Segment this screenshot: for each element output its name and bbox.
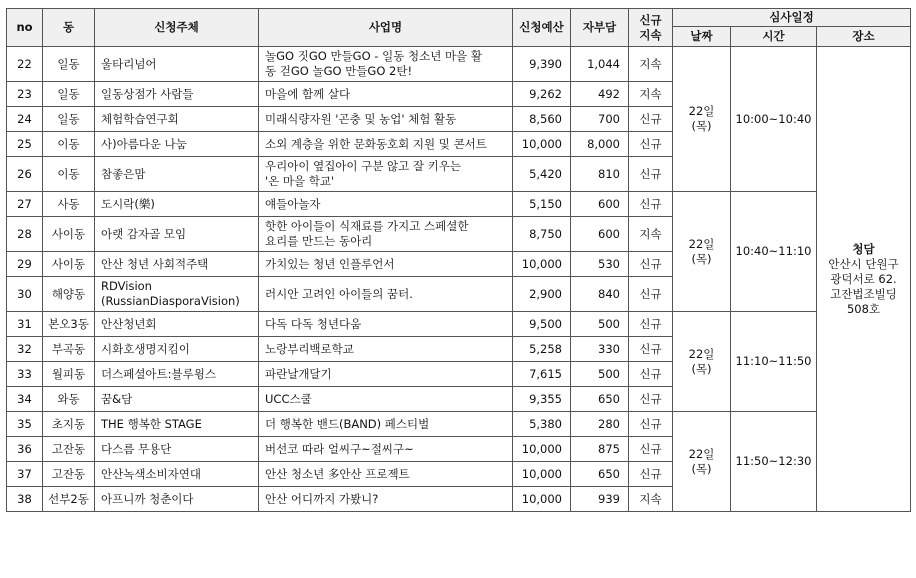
row-status: 신규 [629, 312, 673, 337]
schedule-date [673, 312, 731, 412]
row-dong: 부곡동 [43, 337, 95, 362]
row-applicant: THE 행복한 STAGE [95, 412, 259, 437]
row-project [259, 437, 513, 462]
row-project-line1: 미래식량자원 '곤충 및 농업' 체험 활동 [265, 111, 457, 126]
row-budget: 10,000 [513, 487, 571, 512]
row-budget: 5,380 [513, 412, 571, 437]
row-status: 신규 [629, 157, 673, 192]
row-no: 30 [7, 277, 43, 312]
row-project [259, 252, 513, 277]
schedule-date [673, 192, 731, 312]
row-budget: 9,500 [513, 312, 571, 337]
row-project [259, 192, 513, 217]
row-dong: 이동 [43, 132, 95, 157]
schedule-place-line1: 청담 [852, 241, 875, 256]
row-applicant [95, 277, 259, 312]
row-project-line1: 소외 계층을 위한 문화동호회 지원 및 콘서트 [265, 136, 487, 151]
header-continue-label: 지속 [639, 27, 662, 42]
row-project-line1: 가치있는 청년 인플루언서 [265, 256, 395, 271]
row-project-line1: 마을에 함께 살다 [265, 86, 351, 101]
schedule-time: 10:00~10:40 [731, 47, 817, 192]
schedule-date-day: 22일 [688, 346, 715, 361]
row-dong: 와동 [43, 387, 95, 412]
row-applicant: 안산녹색소비자연대 [95, 462, 259, 487]
review-schedule-table [6, 8, 911, 512]
row-status: 신규 [629, 337, 673, 362]
row-self-pay: 8,000 [571, 132, 629, 157]
row-self-pay: 492 [571, 82, 629, 107]
row-applicant: 안산 청년 사회적주택 [95, 252, 259, 277]
header-place: 장소 [817, 27, 911, 47]
row-dong: 월피동 [43, 362, 95, 387]
row-no: 24 [7, 107, 43, 132]
row-no: 36 [7, 437, 43, 462]
row-dong: 선부2동 [43, 487, 95, 512]
row-no: 32 [7, 337, 43, 362]
row-dong: 고잔동 [43, 437, 95, 462]
row-project-line1: 노랑부리백로학교 [265, 341, 354, 356]
row-project [259, 217, 513, 252]
row-dong: 본오3동 [43, 312, 95, 337]
row-status: 신규 [629, 132, 673, 157]
row-no: 26 [7, 157, 43, 192]
row-status: 신규 [629, 387, 673, 412]
schedule-time: 10:40~11:10 [731, 192, 817, 312]
row-project [259, 157, 513, 192]
row-project [259, 107, 513, 132]
row-dong: 이동 [43, 157, 95, 192]
row-no: 31 [7, 312, 43, 337]
row-applicant: 꿈&담 [95, 387, 259, 412]
row-project [259, 362, 513, 387]
table-row [7, 192, 911, 217]
schedule-place-line5: 508호 [846, 301, 881, 316]
row-project [259, 337, 513, 362]
row-status: 지속 [629, 217, 673, 252]
schedule-time: 11:50~12:30 [731, 412, 817, 512]
row-self-pay: 650 [571, 387, 629, 412]
row-status: 신규 [629, 437, 673, 462]
row-self-pay: 810 [571, 157, 629, 192]
row-applicant: 일동상점가 사람들 [95, 82, 259, 107]
row-project-line1: 핫한 아이들이 식재료를 가지고 스페셜한 [265, 219, 469, 233]
row-budget: 10,000 [513, 437, 571, 462]
row-applicant: 아프니까 청춘이다 [95, 487, 259, 512]
header-dong: 동 [43, 9, 95, 47]
row-no: 29 [7, 252, 43, 277]
row-self-pay: 600 [571, 192, 629, 217]
header-no: no [7, 9, 43, 47]
row-self-pay: 330 [571, 337, 629, 362]
row-budget: 9,390 [513, 47, 571, 82]
row-self-pay: 280 [571, 412, 629, 437]
row-self-pay: 700 [571, 107, 629, 132]
row-applicant: 다스름 무용단 [95, 437, 259, 462]
row-project [259, 47, 513, 82]
row-status: 신규 [629, 107, 673, 132]
row-self-pay: 840 [571, 277, 629, 312]
row-project [259, 312, 513, 337]
row-no: 33 [7, 362, 43, 387]
row-self-pay: 650 [571, 462, 629, 487]
row-project-line1: 파란날개달기 [265, 366, 332, 381]
row-applicant: 울타리넘어 [95, 47, 259, 82]
row-project-line1: 더 행복한 밴드(BAND) 페스티벌 [265, 416, 430, 431]
row-no: 37 [7, 462, 43, 487]
row-no: 27 [7, 192, 43, 217]
row-budget: 5,420 [513, 157, 571, 192]
row-status: 신규 [629, 277, 673, 312]
table-row [7, 412, 911, 437]
header-date: 날짜 [673, 27, 731, 47]
row-applicant: 체험학습연구회 [95, 107, 259, 132]
table-body [7, 47, 911, 512]
row-self-pay: 875 [571, 437, 629, 462]
row-self-pay: 530 [571, 252, 629, 277]
row-dong: 사이동 [43, 252, 95, 277]
row-no: 38 [7, 487, 43, 512]
row-project-line1: 놀GO 짓GO 만들GO - 일동 청소년 마을 활 [265, 49, 482, 63]
row-dong: 사동 [43, 192, 95, 217]
row-status: 신규 [629, 252, 673, 277]
row-status: 지속 [629, 487, 673, 512]
row-dong: 일동 [43, 47, 95, 82]
row-project-line1: 다독 다독 청년다움 [265, 316, 362, 331]
row-status: 지속 [629, 82, 673, 107]
row-project [259, 462, 513, 487]
row-no: 22 [7, 47, 43, 82]
row-project-line1: UCC스쿨 [265, 391, 312, 406]
row-self-pay: 1,044 [571, 47, 629, 82]
row-dong: 고잔동 [43, 462, 95, 487]
table-row [7, 312, 911, 337]
header-time: 시간 [731, 27, 817, 47]
table-row [7, 47, 911, 82]
schedule-time: 11:10~11:50 [731, 312, 817, 412]
row-no: 28 [7, 217, 43, 252]
schedule-date-weekday: (목) [691, 119, 712, 133]
row-budget: 9,355 [513, 387, 571, 412]
row-no: 35 [7, 412, 43, 437]
row-project [259, 132, 513, 157]
row-project [259, 487, 513, 512]
row-project-line2: 동 걷GO 놀GO 만들GO 2탄! [265, 64, 413, 78]
row-dong: 사이동 [43, 217, 95, 252]
row-dong: 초지동 [43, 412, 95, 437]
row-budget: 9,262 [513, 82, 571, 107]
row-applicant: 사)아름다운 나눔 [95, 132, 259, 157]
row-budget: 2,900 [513, 277, 571, 312]
row-self-pay: 600 [571, 217, 629, 252]
row-budget: 5,258 [513, 337, 571, 362]
row-project [259, 387, 513, 412]
row-no: 23 [7, 82, 43, 107]
row-project-line1: 얘들아놀자 [265, 196, 321, 211]
row-budget: 10,000 [513, 132, 571, 157]
row-dong: 일동 [43, 107, 95, 132]
row-project [259, 277, 513, 312]
schedule-place [817, 47, 911, 512]
row-self-pay: 500 [571, 312, 629, 337]
header-project: 사업명 [259, 9, 513, 47]
schedule-date [673, 47, 731, 192]
row-budget: 8,560 [513, 107, 571, 132]
header-self-pay: 자부담 [571, 9, 629, 47]
row-status: 지속 [629, 47, 673, 82]
row-dong: 해양동 [43, 277, 95, 312]
schedule-place-line2: 안산시 단원구 [828, 256, 899, 271]
header-new-continue [629, 9, 673, 47]
row-applicant: 아랫 감자골 모임 [95, 217, 259, 252]
row-no: 34 [7, 387, 43, 412]
row-budget: 7,615 [513, 362, 571, 387]
row-applicant: 참좋은맘 [95, 157, 259, 192]
row-project-line1: 버선코 따라 얼씨구~절씨구~ [265, 441, 414, 456]
row-status: 신규 [629, 362, 673, 387]
schedule-date-weekday: (목) [691, 461, 712, 476]
schedule-date-day: 22일 [688, 446, 715, 461]
header-budget: 신청예산 [513, 9, 571, 47]
row-budget: 5,150 [513, 192, 571, 217]
schedule-place-line4: 고잔법조빌딩 [830, 286, 897, 301]
row-project-line1: 러시안 고려인 아이들의 꿈터. [265, 286, 413, 301]
row-project-line1: 안산 청소년 多안산 프로젝트 [265, 466, 410, 481]
header-applicant: 신청주체 [95, 9, 259, 47]
row-budget: 8,750 [513, 217, 571, 252]
row-self-pay: 500 [571, 362, 629, 387]
row-project [259, 412, 513, 437]
row-applicant-line2: (RussianDiasporaVision) [101, 294, 240, 308]
schedule-date-weekday: (목) [691, 251, 712, 266]
row-applicant: 시화호생명지킴이 [95, 337, 259, 362]
row-status: 신규 [629, 192, 673, 217]
schedule-date-weekday: (목) [691, 361, 712, 376]
row-budget: 10,000 [513, 462, 571, 487]
row-dong: 일동 [43, 82, 95, 107]
row-project-line2: '온 마을 학교' [265, 174, 335, 188]
row-project-line2: 요리를 만드는 동아리 [265, 234, 373, 248]
row-status: 신규 [629, 412, 673, 437]
schedule-date [673, 412, 731, 512]
row-project-line1: 우리아이 옆집아이 구분 않고 잘 키우는 [265, 159, 462, 173]
row-applicant: 안산청년회 [95, 312, 259, 337]
schedule-place-line3: 광덕서로 62. [830, 271, 897, 286]
schedule-date-day: 22일 [688, 236, 715, 251]
row-project-line1: 안산 어디까지 가봤니? [265, 491, 379, 506]
schedule-date-day: 22일 [688, 104, 715, 118]
row-status: 신규 [629, 462, 673, 487]
row-project [259, 82, 513, 107]
header-schedule: 심사일정 [673, 9, 911, 27]
header-new-label: 신규 [639, 12, 662, 27]
row-no: 25 [7, 132, 43, 157]
row-applicant: 더스페셜아트:블루윙스 [95, 362, 259, 387]
row-budget: 10,000 [513, 252, 571, 277]
row-self-pay: 939 [571, 487, 629, 512]
row-applicant: 도시락(樂) [95, 192, 259, 217]
row-applicant-line1: RDVision [101, 279, 152, 293]
